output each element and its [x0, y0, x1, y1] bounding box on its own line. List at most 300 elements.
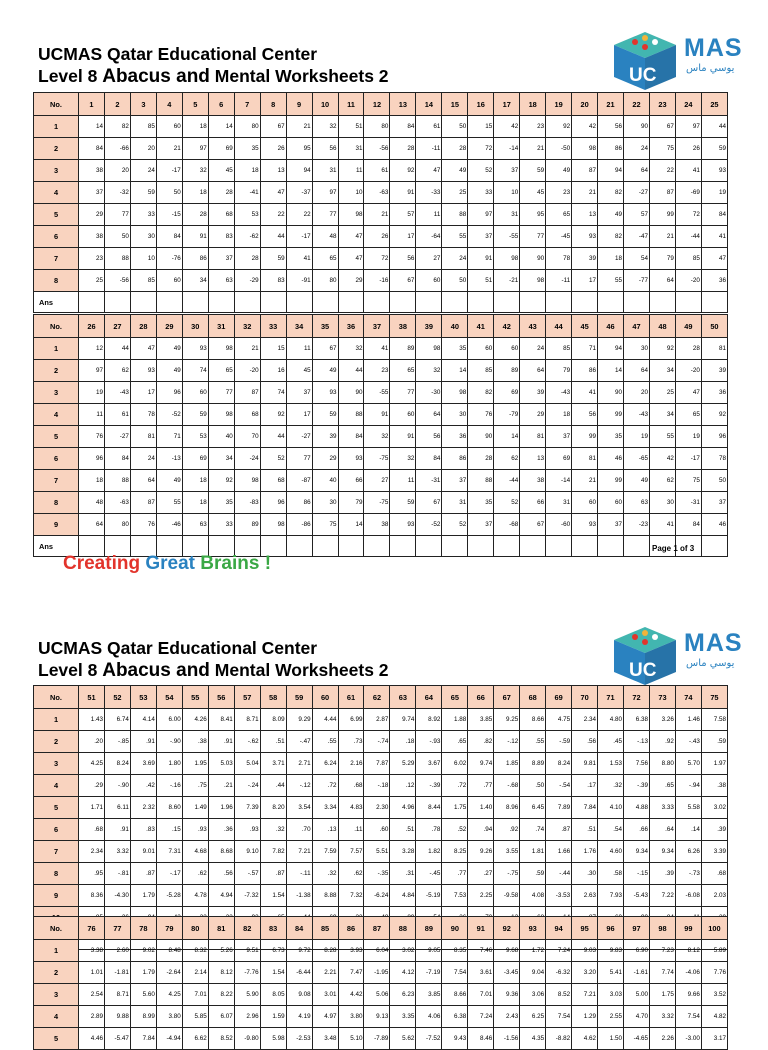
number-cell: -9.58 — [494, 885, 520, 907]
number-cell: 6.62 — [182, 1028, 208, 1050]
answer-cell[interactable] — [156, 292, 182, 313]
number-cell: -43 — [546, 382, 572, 404]
number-cell: 60 — [572, 492, 598, 514]
number-cell: 89 — [234, 514, 260, 536]
number-cell: 61 — [104, 404, 130, 426]
number-cell: -27 — [286, 426, 312, 448]
number-cell: 8.52 — [546, 984, 572, 1006]
number-cell: .59 — [701, 731, 727, 753]
number-cell: .54 — [598, 819, 624, 841]
number-cell: 1.76 — [572, 841, 598, 863]
number-cell: 4.46 — [79, 1028, 105, 1050]
number-cell: 97 — [79, 360, 105, 382]
row-number: 1 — [34, 940, 79, 962]
number-cell: 96 — [156, 382, 182, 404]
number-cell: 1.95 — [182, 753, 208, 775]
number-cell: .11 — [338, 819, 364, 841]
number-cell: 98 — [442, 382, 468, 404]
number-cell: 79 — [649, 248, 675, 270]
number-cell: .77 — [468, 775, 494, 797]
number-cell: -.18 — [364, 775, 390, 797]
column-number: 80 — [182, 917, 208, 940]
number-cell: 30 — [649, 492, 675, 514]
number-cell: .70 — [286, 819, 312, 841]
answer-cell[interactable] — [624, 292, 650, 313]
number-cell: .91 — [130, 731, 156, 753]
column-number: 12 — [364, 93, 390, 116]
answer-cell[interactable] — [468, 292, 494, 313]
answer-cell[interactable] — [416, 536, 442, 557]
number-cell: -4.30 — [104, 885, 130, 907]
number-cell: 90 — [624, 116, 650, 138]
number-cell: .77 — [442, 863, 468, 885]
column-number: 48 — [649, 315, 675, 338]
answer-cell[interactable] — [416, 292, 442, 313]
answer-cell[interactable] — [649, 292, 675, 313]
number-cell: .32 — [260, 819, 286, 841]
number-cell: 7.56 — [624, 753, 650, 775]
row-number: 8 — [34, 270, 79, 292]
column-number: 85 — [312, 917, 338, 940]
number-cell: 64 — [624, 360, 650, 382]
number-cell: 86 — [182, 248, 208, 270]
number-cell: .21 — [208, 775, 234, 797]
number-cell: 39 — [312, 426, 338, 448]
number-cell: 9.25 — [494, 709, 520, 731]
number-cell: 36 — [701, 270, 727, 292]
number-cell: 60 — [156, 270, 182, 292]
number-cell: 85 — [130, 270, 156, 292]
number-cell: -7.52 — [416, 1028, 442, 1050]
number-cell: 67 — [312, 338, 338, 360]
number-cell: 97 — [182, 138, 208, 160]
number-cell: 7.82 — [260, 841, 286, 863]
number-cell: 2.87 — [364, 709, 390, 731]
worksheet-table — [33, 92, 728, 313]
number-cell: 8.71 — [104, 984, 130, 1006]
row-number: 5 — [34, 797, 79, 819]
number-cell: 71 — [572, 338, 598, 360]
number-cell: 3.06 — [520, 984, 546, 1006]
number-cell: 50 — [701, 470, 727, 492]
number-cell: 3.67 — [416, 753, 442, 775]
number-cell: 8.71 — [234, 709, 260, 731]
answer-cell[interactable] — [130, 292, 156, 313]
number-cell: 6.24 — [312, 753, 338, 775]
column-number: 52 — [104, 686, 130, 709]
number-cell: 60 — [494, 338, 520, 360]
number-cell: 21 — [286, 116, 312, 138]
number-cell: 5.70 — [675, 753, 701, 775]
table-row — [34, 160, 728, 182]
answer-cell[interactable] — [338, 536, 364, 557]
answer-cell[interactable] — [312, 536, 338, 557]
number-cell: 68 — [260, 470, 286, 492]
answer-cell[interactable] — [468, 536, 494, 557]
number-cell: 41 — [649, 514, 675, 536]
number-cell: 4.42 — [338, 984, 364, 1006]
number-cell: 84 — [390, 116, 416, 138]
number-cell: 8.05 — [260, 984, 286, 1006]
number-cell: 46 — [598, 448, 624, 470]
number-cell: .78 — [416, 819, 442, 841]
number-cell: 28 — [234, 248, 260, 270]
number-cell: 36 — [442, 426, 468, 448]
number-cell: 85 — [130, 116, 156, 138]
number-cell: 32 — [182, 160, 208, 182]
answer-cell[interactable] — [701, 536, 727, 557]
number-cell: 60 — [468, 338, 494, 360]
number-cell: .59 — [520, 863, 546, 885]
number-cell: -9.80 — [234, 1028, 260, 1050]
number-cell: .12 — [390, 775, 416, 797]
number-cell: -14 — [494, 138, 520, 160]
number-cell: 77 — [312, 204, 338, 226]
table-row — [34, 248, 728, 270]
number-cell: 76 — [468, 404, 494, 426]
number-cell: -7.19 — [416, 962, 442, 984]
number-cell: -7.76 — [234, 962, 260, 984]
number-cell: 10 — [338, 182, 364, 204]
number-cell: 68 — [234, 404, 260, 426]
number-cell: 33 — [130, 204, 156, 226]
answer-cell[interactable] — [234, 292, 260, 313]
column-number: 18 — [520, 93, 546, 116]
number-cell: 18 — [546, 404, 572, 426]
number-cell: 31 — [546, 492, 572, 514]
answer-cell[interactable] — [390, 536, 416, 557]
answer-cell[interactable] — [364, 292, 390, 313]
number-cell: .39 — [701, 819, 727, 841]
column-number: 97 — [624, 917, 650, 940]
table-row — [34, 116, 728, 138]
number-cell: .14 — [675, 819, 701, 841]
number-cell: -.85 — [104, 731, 130, 753]
number-cell: 84 — [416, 448, 442, 470]
answer-cell[interactable] — [624, 536, 650, 557]
answer-cell[interactable] — [260, 292, 286, 313]
number-cell: 41 — [701, 226, 727, 248]
number-cell: .94 — [468, 819, 494, 841]
table-row — [34, 470, 728, 492]
column-number: 95 — [572, 917, 598, 940]
answer-cell[interactable] — [442, 292, 468, 313]
answer-label: Ans — [34, 292, 79, 313]
row-number: 2 — [34, 138, 79, 160]
number-cell: 87 — [649, 182, 675, 204]
column-number: 1 — [79, 93, 105, 116]
number-cell: 83 — [260, 270, 286, 292]
number-cell: 8.20 — [260, 797, 286, 819]
number-cell: 77 — [390, 382, 416, 404]
number-cell: 82 — [468, 382, 494, 404]
number-cell: 21 — [156, 138, 182, 160]
number-cell: 98 — [234, 470, 260, 492]
number-cell: -44 — [494, 470, 520, 492]
number-cell: .82 — [468, 731, 494, 753]
number-cell: 8.96 — [494, 797, 520, 819]
number-cell: 3.26 — [649, 709, 675, 731]
number-cell: 94 — [286, 160, 312, 182]
number-cell: -1.81 — [104, 962, 130, 984]
answer-cell[interactable] — [598, 292, 624, 313]
column-number: 51 — [79, 686, 105, 709]
row-number: 4 — [34, 1006, 79, 1028]
number-cell: -52 — [156, 404, 182, 426]
number-cell: -5.43 — [624, 885, 650, 907]
answer-cell[interactable] — [520, 292, 546, 313]
number-cell: 4.26 — [182, 709, 208, 731]
column-number: 16 — [468, 93, 494, 116]
answer-cell[interactable] — [182, 292, 208, 313]
number-cell: 77 — [286, 448, 312, 470]
answer-cell[interactable] — [338, 292, 364, 313]
column-number: 44 — [546, 315, 572, 338]
column-number: 42 — [494, 315, 520, 338]
answer-cell[interactable] — [701, 292, 727, 313]
number-cell: .62 — [182, 863, 208, 885]
number-cell: .87 — [130, 863, 156, 885]
number-cell: 6.00 — [156, 709, 182, 731]
number-cell: 32 — [416, 360, 442, 382]
number-cell: 84 — [79, 138, 105, 160]
column-number: 90 — [442, 917, 468, 940]
number-cell: 8.24 — [104, 753, 130, 775]
row-number: 4 — [34, 775, 79, 797]
page-number: Page 1 of 3 — [652, 544, 695, 553]
number-cell: -.35 — [364, 863, 390, 885]
number-cell: 11 — [390, 470, 416, 492]
number-cell: 7.47 — [338, 962, 364, 984]
number-cell: 28 — [675, 338, 701, 360]
number-cell: -.90 — [104, 775, 130, 797]
number-cell: -20 — [675, 360, 701, 382]
number-cell: 96 — [79, 448, 105, 470]
number-cell: 4.75 — [546, 709, 572, 731]
number-cell: 6.26 — [675, 841, 701, 863]
number-cell: 81 — [572, 448, 598, 470]
number-cell: .56 — [572, 731, 598, 753]
number-cell: -66 — [104, 138, 130, 160]
column-number: 87 — [364, 917, 390, 940]
number-cell: 3.32 — [649, 1006, 675, 1028]
number-cell: 57 — [624, 204, 650, 226]
number-cell: 25 — [79, 270, 105, 292]
worksheet-header-page1 — [38, 43, 389, 88]
number-cell: 74 — [260, 382, 286, 404]
number-cell: 9.88 — [104, 1006, 130, 1028]
number-cell: 56 — [598, 116, 624, 138]
number-cell: 87 — [572, 160, 598, 182]
number-cell: 2.21 — [312, 962, 338, 984]
number-cell: .44 — [260, 775, 286, 797]
answer-cell[interactable] — [675, 292, 701, 313]
number-cell: 95 — [286, 138, 312, 160]
table-row — [34, 819, 728, 841]
column-number: 35 — [312, 315, 338, 338]
number-cell: 35 — [234, 138, 260, 160]
answer-cell[interactable] — [520, 536, 546, 557]
number-cell: 4.78 — [182, 885, 208, 907]
number-cell: 69 — [208, 138, 234, 160]
number-cell: 62 — [104, 360, 130, 382]
number-cell: 9.29 — [286, 709, 312, 731]
number-cell: 5.04 — [234, 753, 260, 775]
column-number: 3 — [130, 93, 156, 116]
number-cell: 59 — [390, 492, 416, 514]
table-row — [34, 797, 728, 819]
column-number: 84 — [286, 917, 312, 940]
number-cell: 6.11 — [104, 797, 130, 819]
number-cell: 84 — [701, 204, 727, 226]
answer-cell[interactable] — [104, 292, 130, 313]
number-cell: -31 — [675, 492, 701, 514]
answer-cell[interactable] — [546, 292, 572, 313]
number-cell: 41 — [572, 382, 598, 404]
number-cell: .93 — [234, 819, 260, 841]
number-cell: 3.69 — [130, 753, 156, 775]
number-cell: 92 — [701, 404, 727, 426]
number-cell: -56 — [364, 138, 390, 160]
number-cell: 4.14 — [130, 709, 156, 731]
number-cell: 1.29 — [572, 1006, 598, 1028]
column-number: 92 — [494, 917, 520, 940]
table-row — [34, 270, 728, 292]
row-number: 9 — [34, 514, 79, 536]
answer-cell[interactable] — [364, 536, 390, 557]
number-cell: 94 — [598, 160, 624, 182]
answer-cell[interactable] — [572, 536, 598, 557]
number-cell: 84 — [104, 448, 130, 470]
number-cell: 6.73 — [260, 940, 286, 962]
number-cell: 7.22 — [649, 885, 675, 907]
column-number: 60 — [312, 686, 338, 709]
row-number: 4 — [34, 182, 79, 204]
number-cell: 4.97 — [312, 1006, 338, 1028]
number-cell: 52 — [468, 160, 494, 182]
answer-cell[interactable] — [390, 292, 416, 313]
answer-cell[interactable] — [494, 292, 520, 313]
number-cell: 9.51 — [234, 940, 260, 962]
number-cell: .29 — [79, 775, 105, 797]
number-cell: -.15 — [624, 863, 650, 885]
number-cell: 8.25 — [442, 841, 468, 863]
number-cell: -31 — [416, 470, 442, 492]
answer-cell[interactable] — [208, 292, 234, 313]
table-row — [34, 382, 728, 404]
number-cell: -11 — [416, 138, 442, 160]
answer-cell[interactable] — [546, 536, 572, 557]
slogan-word: Great — [145, 553, 201, 574]
number-cell: 55 — [649, 426, 675, 448]
column-number: 49 — [675, 315, 701, 338]
worksheet-header-page2 — [38, 637, 389, 682]
number-cell: 79 — [546, 360, 572, 382]
answer-cell[interactable] — [312, 292, 338, 313]
number-cell: -5.47 — [104, 1028, 130, 1050]
number-cell: 95 — [520, 204, 546, 226]
number-cell: 60 — [156, 116, 182, 138]
number-cell: 8.99 — [130, 1006, 156, 1028]
answer-cell[interactable] — [79, 292, 105, 313]
number-cell: -13 — [156, 448, 182, 470]
number-cell: 84 — [156, 226, 182, 248]
number-cell: 98 — [494, 248, 520, 270]
column-number: 7 — [234, 93, 260, 116]
number-cell: .51 — [260, 731, 286, 753]
header-row — [34, 315, 728, 338]
number-cell: 65 — [675, 404, 701, 426]
column-number: 66 — [468, 686, 494, 709]
number-cell: 74 — [182, 360, 208, 382]
number-cell: 34 — [649, 360, 675, 382]
answer-cell[interactable] — [286, 292, 312, 313]
number-cell: -.81 — [104, 863, 130, 885]
number-cell: -32 — [104, 182, 130, 204]
number-cell: -.93 — [416, 731, 442, 753]
number-cell: -.54 — [546, 775, 572, 797]
number-cell: 1.54 — [260, 885, 286, 907]
number-cell: -.43 — [675, 731, 701, 753]
number-cell: 97 — [312, 182, 338, 204]
number-cell: .55 — [520, 731, 546, 753]
number-cell: 22 — [649, 160, 675, 182]
table-row — [34, 338, 728, 360]
number-cell: 39 — [572, 248, 598, 270]
number-cell: .56 — [208, 863, 234, 885]
number-cell: 38 — [520, 470, 546, 492]
row-number: 3 — [34, 382, 79, 404]
number-cell: 4.06 — [416, 1006, 442, 1028]
number-cell: 46 — [701, 514, 727, 536]
number-cell: 85 — [468, 360, 494, 382]
number-cell: 57 — [390, 204, 416, 226]
column-number: 67 — [494, 686, 520, 709]
answer-cell[interactable] — [572, 292, 598, 313]
number-cell: 7.24 — [546, 940, 572, 962]
number-cell: 27 — [364, 470, 390, 492]
number-cell: 38 — [79, 160, 105, 182]
answer-cell[interactable] — [442, 536, 468, 557]
answer-cell[interactable] — [598, 536, 624, 557]
logo-arabic-text: يوسي ماس — [686, 63, 735, 74]
column-number: 6 — [208, 93, 234, 116]
column-number: 83 — [260, 917, 286, 940]
number-cell: 78 — [701, 448, 727, 470]
number-cell: 8.46 — [468, 1028, 494, 1050]
number-cell: 29 — [520, 404, 546, 426]
number-cell: 49 — [598, 204, 624, 226]
number-cell: 90 — [520, 248, 546, 270]
number-cell: 91 — [182, 226, 208, 248]
number-cell: 37 — [79, 182, 105, 204]
answer-cell[interactable] — [494, 536, 520, 557]
number-cell: .50 — [520, 775, 546, 797]
number-cell: 23 — [79, 248, 105, 270]
number-cell: .45 — [598, 731, 624, 753]
number-cell: 32 — [312, 116, 338, 138]
column-number: 55 — [182, 686, 208, 709]
number-cell: -2.53 — [286, 1028, 312, 1050]
number-cell: 60 — [416, 270, 442, 292]
table-row — [34, 514, 728, 536]
number-cell: 23 — [546, 182, 572, 204]
table-row — [34, 709, 728, 731]
answer-cell[interactable] — [286, 536, 312, 557]
column-number: 54 — [156, 686, 182, 709]
number-cell: 87 — [234, 382, 260, 404]
number-cell: 49 — [312, 360, 338, 382]
